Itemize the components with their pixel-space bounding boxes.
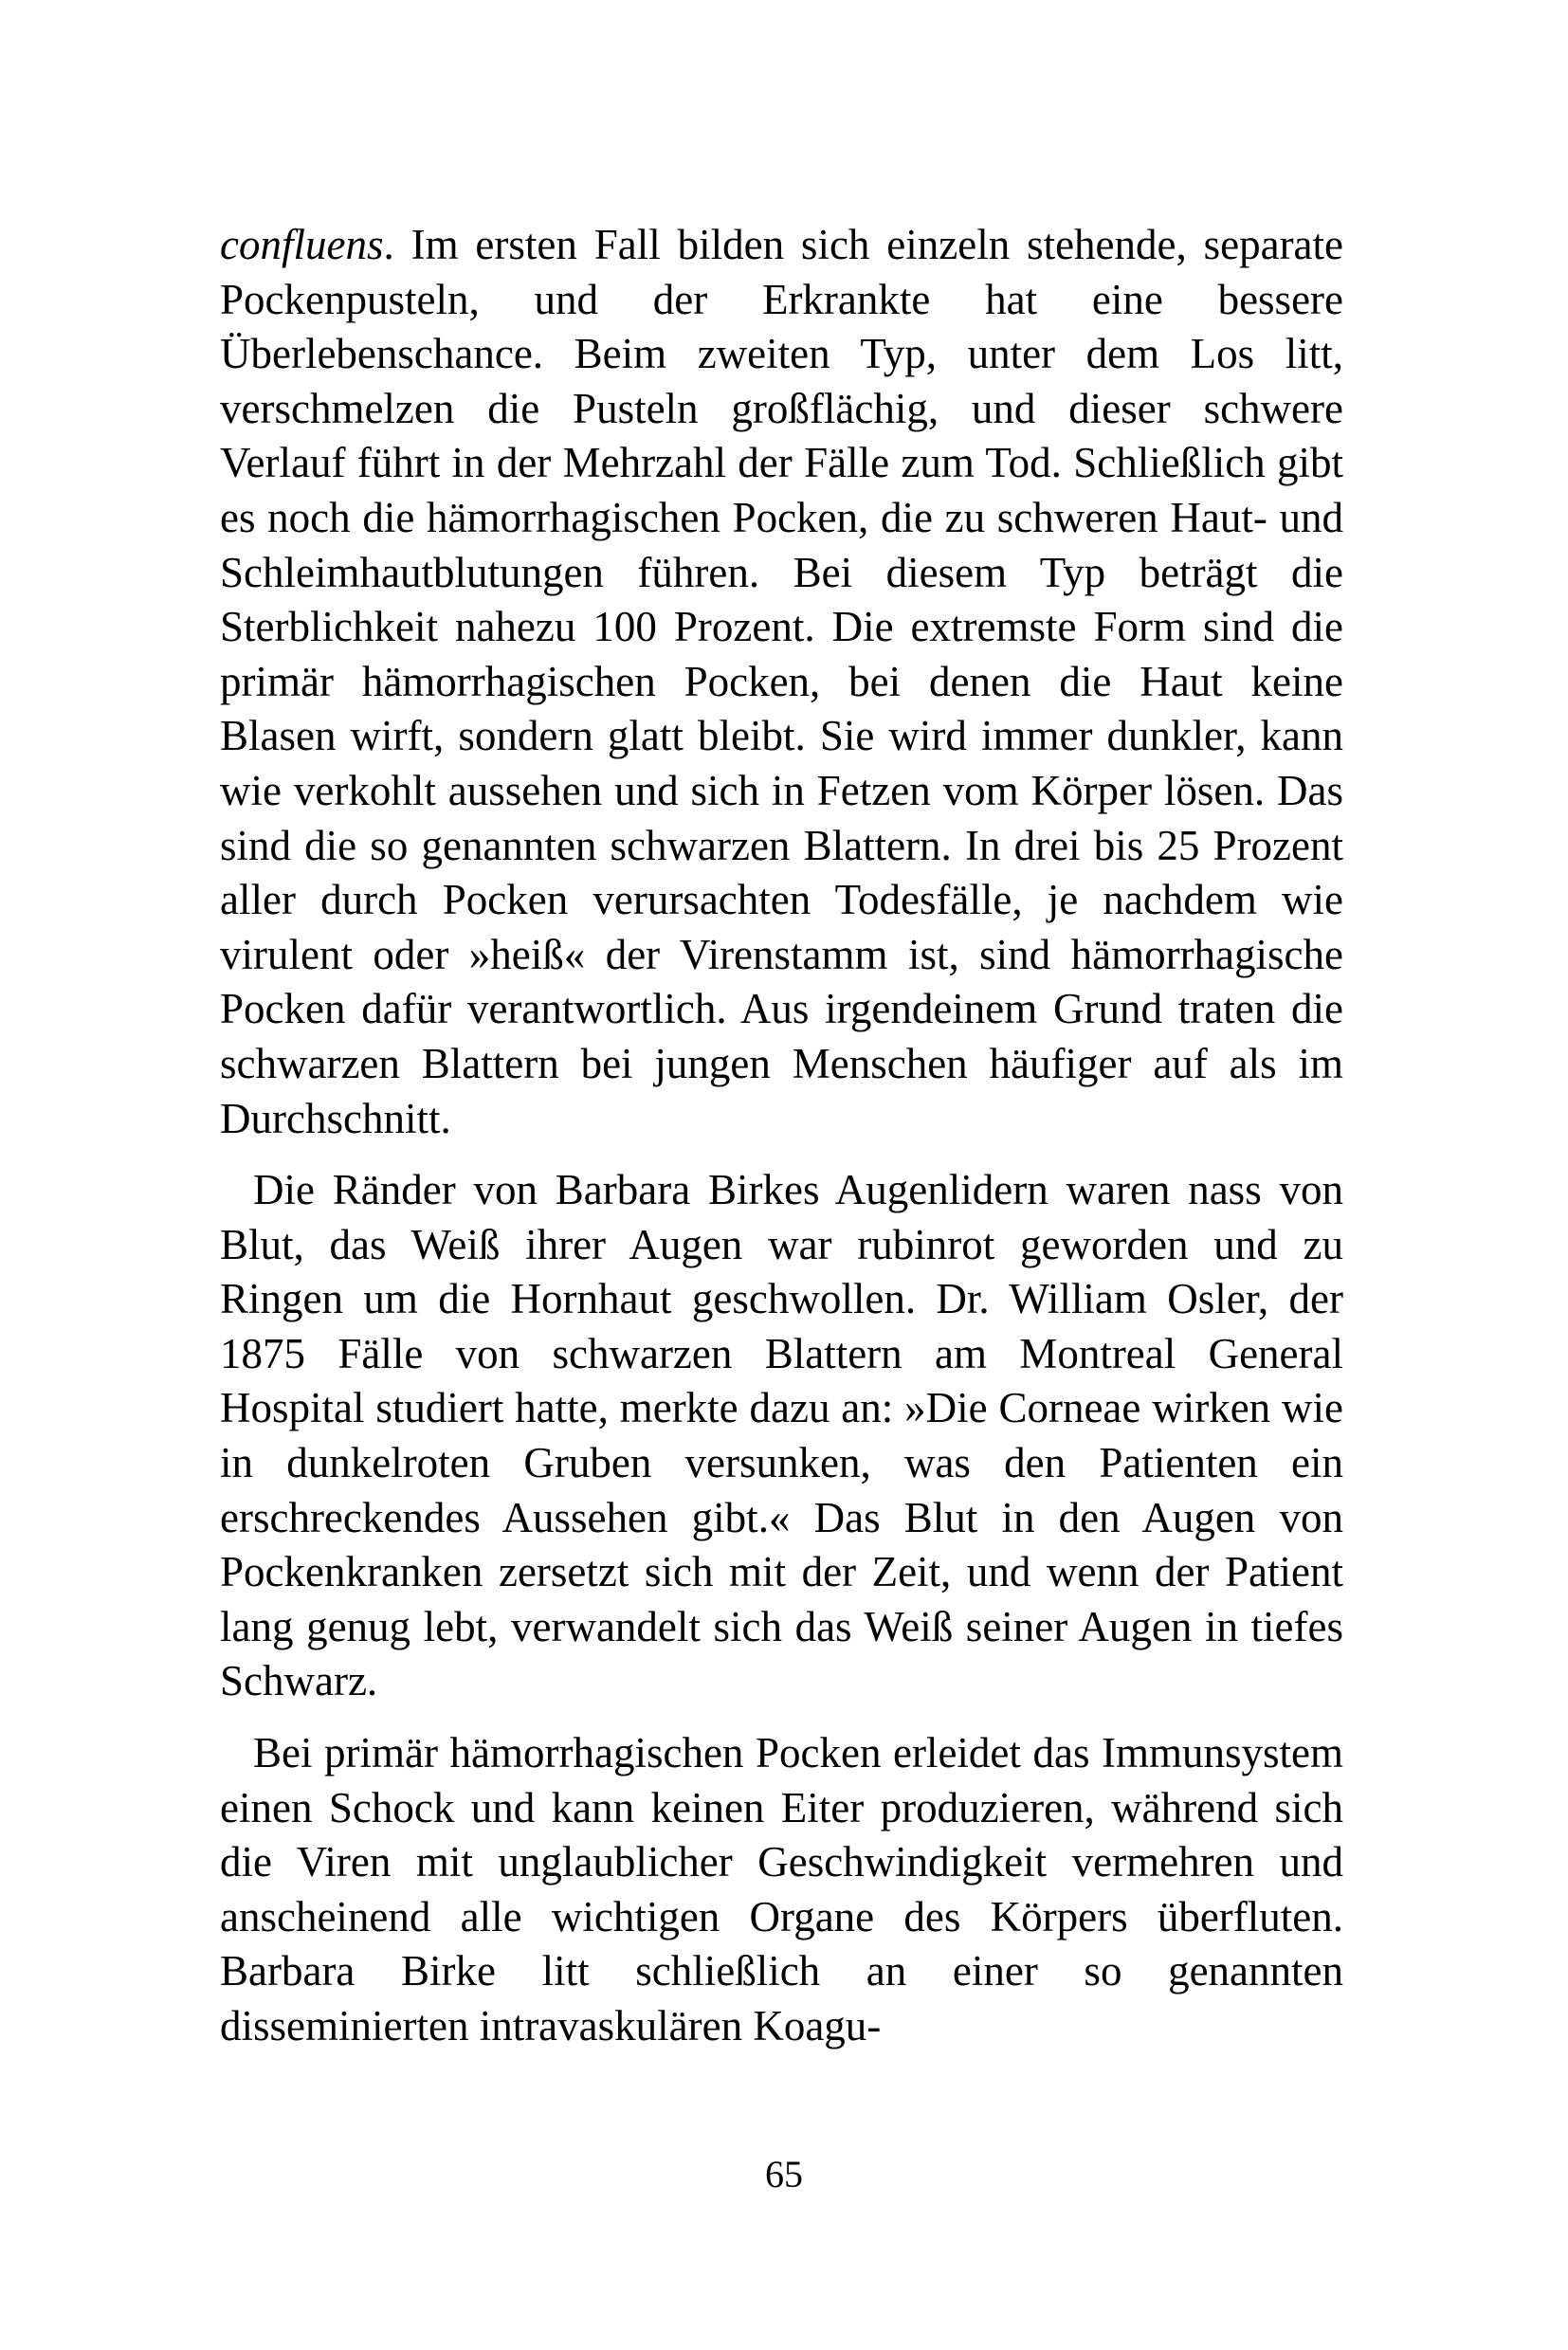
latin-term: confluens	[220, 221, 384, 268]
paragraph-1-text: . Im ersten Fall bilden sich einzeln stehende, separate Pockenpusteln, und der Erkrankte hat eine bessere Überlebenschance. Beim zweiten Typ, unter dem Los litt, verschmelzen die Pusteln großflächig, und dieser schwere Verlauf führt in der Mehrzahl der Fälle zum Tod. Schließlich gibt es noch die hämorrhagischen Pocken, die zu schweren Haut- und Schleimhautblutungen führen. Bei diesem Typ beträgt die Sterblichkeit nahezu 100 Prozent. Die extremste Form sind die primär hämorrhagischen Pocken, bei denen die Haut keine Blasen wirft, sondern glatt bleibt. Sie wird immer dunkler, kann wie verkohlt aussehen und sich in Fetzen vom Körper lösen. Das sind die so genannten schwarzen Blattern. In drei bis 25 Prozent aller durch Pocken verursachten Todesfälle, je nachdem wie virulent oder »heiß« der Virenstamm ist, sind hämorrhagische Pocken dafür verantwortlich. Aus irgendeinem Grund traten die schwarzen Blattern bei jungen Menschen häufiger auf als im Durchschnitt.	[220, 221, 1343, 1142]
body-text	[220, 218, 1343, 2054]
paragraph-2: Die Ränder von Barbara Birkes Augenlidern waren nass von Blut, das Weiß ihrer Augen war rubinrot geworden und zu Ringen um die Hornhaut geschwollen. Dr. William Osler, der 1875 Fälle von schwarzen Blattern am Montreal General Hospital studiert hatte, merkte dazu an: »Die Corneae wirken wie in dunkelroten Gruben versunken, was den Patienten ein erschreckendes Aussehen gibt.« Das Blut in den Augen von Pockenkranken zersetzt sich mit der Zeit, und wenn der Patient lang genug lebt, verwandelt sich das Weiß seiner Augen in tiefes Schwarz.	[220, 1166, 1343, 1705]
paragraph-1	[220, 218, 1343, 1146]
page-number: 65	[765, 2153, 803, 2195]
paragraph-3: Bei primär hämorrhagischen Pocken erleidet das Immunsystem einen Schock und kann keinen Eiter produzieren, während sich die Viren mit unglaublicher Geschwindigkeit vermehren und anscheinend alle wichtigen Organe des Körpers überfluten. Barbara Birke litt schließlich an einer so genannten disseminierten intravaskulären Koagu-	[220, 1729, 1343, 2049]
